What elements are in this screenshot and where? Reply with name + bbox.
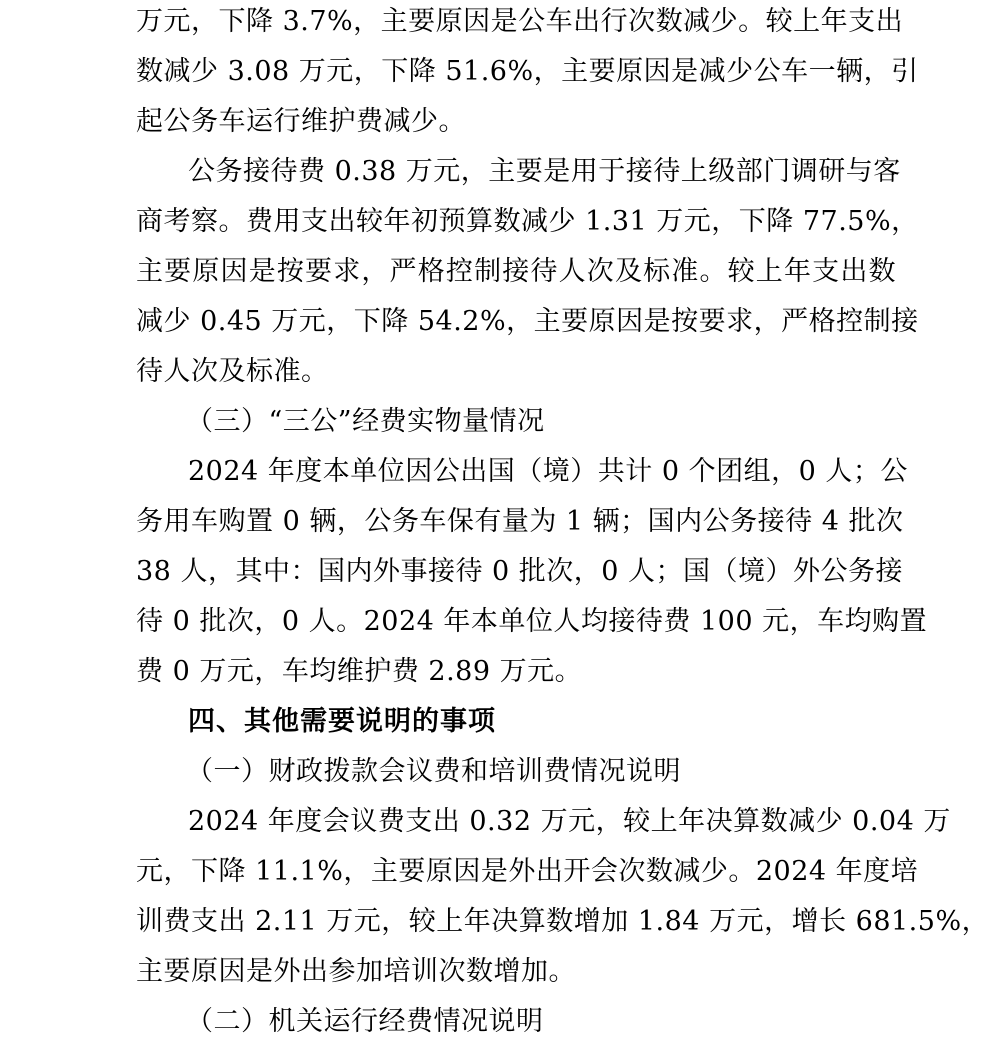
paragraph-line: 训费支出 2.11 万元，较上年决算数增加 1.84 万元，增长 681.5%，	[136, 906, 990, 937]
paragraph-line: 数减少 3.08 万元，下降 51.6%，主要原因是减少公车一辆，引	[136, 56, 919, 87]
paragraph-line: 起公务车运行维护费减少。	[136, 106, 466, 137]
section-subheading: （三）“三公”经费实物量情况	[186, 406, 545, 437]
section-subheading: （一）财政拨款会议费和培训费情况说明	[186, 756, 681, 787]
paragraph-line: 元，下降 11.1%，主要原因是外出开会次数减少。2024 年度培	[136, 856, 919, 887]
paragraph-line: 商考察。费用支出较年初预算数减少 1.31 万元，下降 77.5%，	[136, 206, 919, 237]
paragraph-line: 主要原因是按要求，严格控制接待人次及标准。较上年支出数	[136, 256, 896, 287]
paragraph-line: 38 人，其中：国内外事接待 0 批次，0 人；国（境）外公务接	[136, 556, 904, 587]
paragraph-line: 2024 年度会议费支出 0.32 万元，较上年决算数减少 0.04 万	[188, 806, 951, 837]
paragraph-line: 待人次及标准。	[136, 356, 329, 387]
paragraph-line: 2024 年度本单位因公出国（境）共计 0 个团组，0 人；公	[188, 456, 908, 487]
section-subheading: （二）机关运行经费情况说明	[186, 1006, 544, 1037]
paragraph-line: 务用车购置 0 辆，公务车保有量为 1 辆；国内公务接待 4 批次	[136, 506, 904, 537]
paragraph-line: 待 0 批次，0 人。2024 年本单位人均接待费 100 元，车均购置	[136, 606, 928, 637]
paragraph-line: 主要原因是外出参加培训次数增加。	[136, 956, 576, 987]
paragraph-line: 费 0 万元，车均维护费 2.89 万元。	[136, 656, 583, 687]
section-heading: 四、其他需要说明的事项	[188, 706, 496, 737]
paragraph-line: 万元，下降 3.7%，主要原因是公车出行次数减少。较上年支出	[136, 6, 904, 37]
paragraph-line: 公务接待费 0.38 万元，主要是用于接待上级部门调研与客	[188, 156, 901, 187]
paragraph-line: 减少 0.45 万元，下降 54.2%，主要原因是按要求，严格控制接	[136, 306, 919, 337]
